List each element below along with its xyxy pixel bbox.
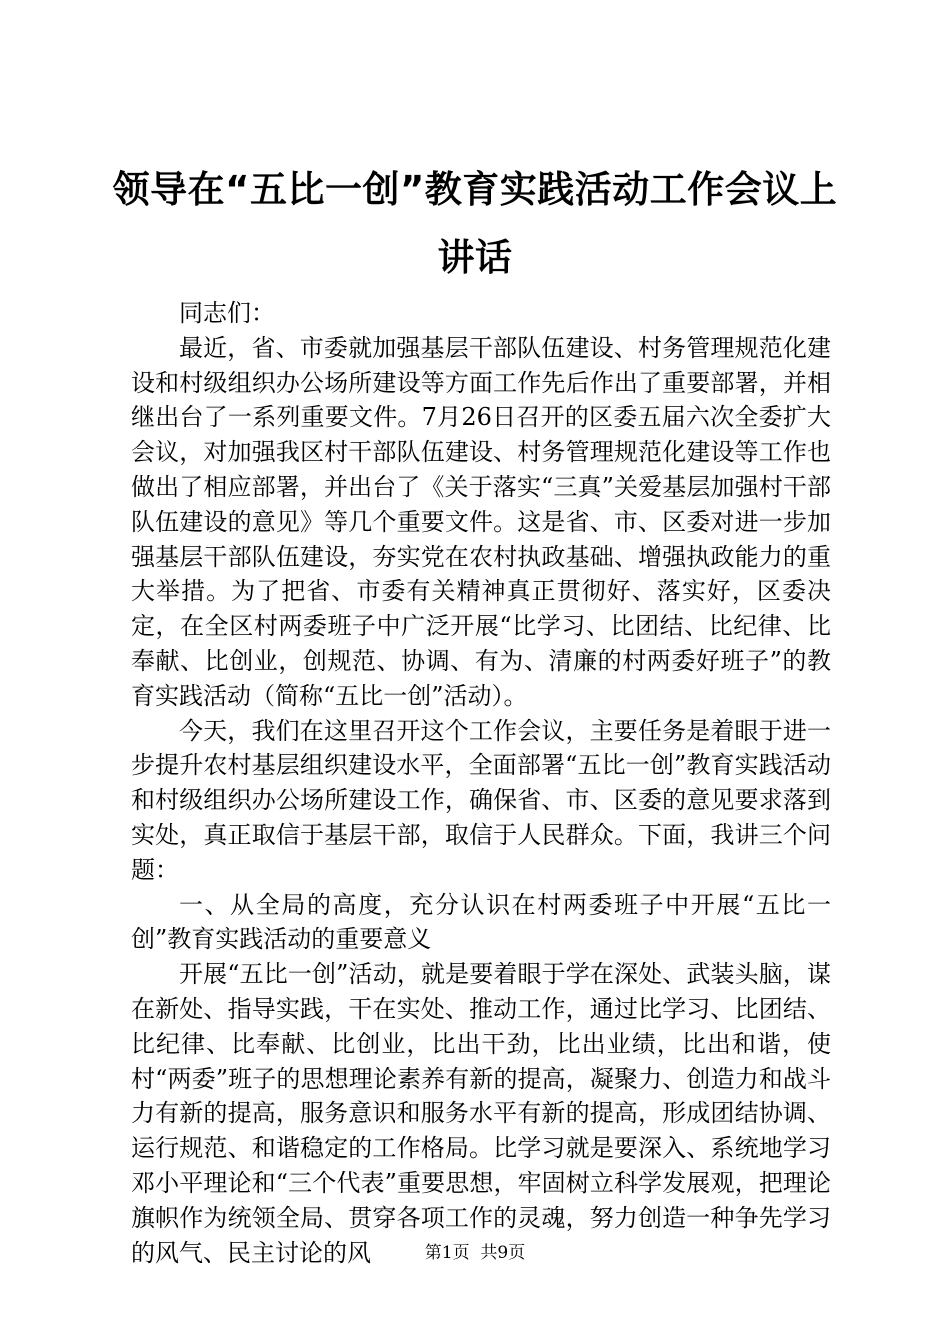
section-heading-1: 一、从全局的高度，充分认识在村两委班子中开展“五比一创”教育实践活动的重要意义 bbox=[131, 890, 831, 954]
page-number: 第1页 bbox=[424, 1243, 470, 1263]
page-total: 共9页 bbox=[480, 1243, 526, 1263]
page-footer bbox=[0, 1242, 950, 1264]
paragraph-2: 今天，我们在这里召开这个工作会议，主要任务是着眼于进一步提升农村基层组织建设水平，全面部署“五比一创”教育实践活动和村级组织办公场所建设工作，确保省、市、区委的意见要求落到实处，真正取信于基层干部，取信于人民群众。下面，我讲三个问题： bbox=[131, 716, 831, 884]
document-body bbox=[131, 296, 831, 1270]
document-title: 领导在“五比一创”教育实践活动工作会议上讲话 bbox=[112, 168, 838, 279]
salutation: 同志们： bbox=[179, 299, 275, 327]
paragraph-1: 最近，省、市委就加强基层干部队伍建设、村务管理规范化建设和村级组织办公场所建设等方面工作先后作出了重要部署，并相继出台了一系列重要文件。7月26日召开的区委五届六次全委扩大会议，对加强我区村干部队伍建设、村务管理规范化建设等工作也做出了相应部署，并出台了《关于落实“三真”关爱基层加强村干部队伍建设的意见》等几个重要文件。这是省、市、区委对进一步加强基层干部队伍建设，夯实党在农村执政基础、增强执政能力的重大举措。为了把省、市委有关精神真正贯彻好、落实好，区委决定，在全区村两委班子中广泛开展“比学习、比团结、比纪律、比奉献、比创业，创规范、协调、有为、清廉的村两委好班子”的教育实践活动（简称“五比一创”活动）。 bbox=[131, 333, 831, 710]
footer-separator bbox=[470, 1243, 481, 1263]
paragraph-3: 开展“五比一创”活动，就是要着眼于学在深处、武装头脑，谋在新处、指导实践，干在实处、推动工作，通过比学习、比团结、比纪律、比奉献、比创业，比出干劲，比出业绩，比出和谐，使村“两委”班子的思想理论素养有新的提高，凝聚力、创造力和战斗力有新的提高，服务意识和服务水平有新的提高，形成团结协调、运行规范、和谐稳定的工作格局。比学习就是要深入、系统地学习邓小平理论和“三个代表”重要思想，牢固树立科学发展观，把理论旗帜作为统领全局、贯穿各项工作的灵魂，努力创造一种争先学习的风气、民主讨论的风 bbox=[131, 960, 831, 1267]
